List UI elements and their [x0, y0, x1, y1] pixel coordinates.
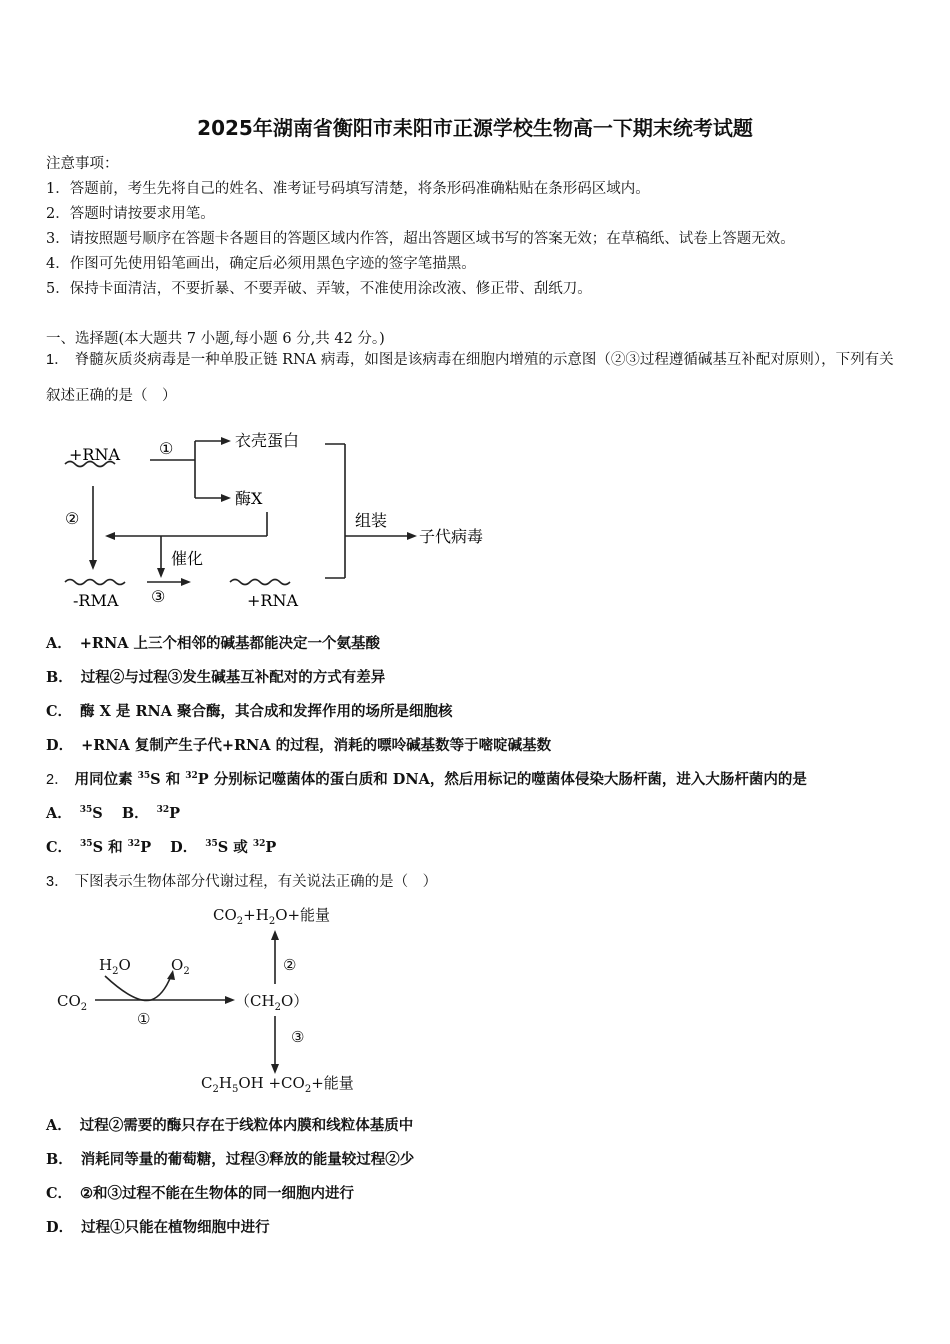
label-top-products: $CO_2+H_2O+$能量 — [213, 906, 331, 927]
arrow-head — [181, 578, 191, 586]
label-h2o: $H_2O$ — [99, 956, 131, 977]
label-step-2: ② — [65, 509, 80, 528]
arrow-head — [157, 568, 165, 578]
section-heading: 一、选择题(本大题共 7 小题,每小题 6 分,共 42 分。) — [46, 331, 385, 347]
metabolism-diagram — [55, 900, 375, 1100]
question-1-stem — [46, 342, 906, 414]
label-progeny-virus: 子代病毒 — [419, 527, 484, 546]
question-text: 脊髓灰质炎病毒是一种单股正链 RNA 病毒，如图是该病毒在细胞内增殖的示意图（②③过程遵循碱基互补配对原则），下列有关叙述正确的是（ ） — [46, 352, 894, 404]
arrow-head — [407, 532, 417, 540]
label-coat-protein: 衣壳蛋白 — [235, 431, 300, 450]
arrow-head — [225, 996, 235, 1004]
notice-heading: 注意事项： — [46, 156, 119, 172]
label-step-3: ③ — [151, 587, 166, 606]
label-plus-rna: +RNA — [69, 445, 121, 464]
label-ch2o: $(CH_2O)$ — [235, 992, 309, 1013]
label-enzyme-x: 酶X — [235, 489, 263, 508]
q3-option-a[interactable]: A． 过程②需要的酶只存在于线粒体内膜和线粒体基质中 — [46, 1117, 414, 1134]
notice-item-2: 2．答题时请按要求用笔。 — [46, 206, 215, 222]
q1-option-c[interactable]: C． 酶 X 是 RNA 聚合酶，其合成和发挥作用的场所是细胞核 — [46, 703, 453, 720]
question-number: 1． — [46, 352, 69, 368]
notice-item-3: 3．请按照题号顺序在答题卡各题目的答题区域内作答，超出答题区域书写的答案无效；在草稿纸、试卷上答题无效。 — [46, 231, 795, 247]
arrow-head — [271, 930, 279, 940]
q3-option-d[interactable]: D． 过程①只能在植物细胞中进行 — [46, 1219, 270, 1236]
label-step-1: ① — [137, 1010, 151, 1028]
q2-options-cd[interactable]: C． $^{35}$S 和 $^{32}$P D． $^{35}$S 或 $^{32}$P — [46, 839, 277, 856]
arrow-head — [221, 437, 231, 445]
label-plus-rna-bottom: +RNA — [247, 591, 299, 610]
label-catalyze: 催化 — [171, 549, 204, 568]
label-o2: $O_2$ — [171, 956, 190, 977]
label-step-2: ② — [283, 956, 297, 974]
arrow-head — [221, 494, 231, 502]
wavy-line — [230, 580, 290, 585]
label-step-3: ③ — [291, 1028, 305, 1046]
label-assemble: 组装 — [355, 511, 388, 530]
label-step-1: ① — [159, 439, 174, 458]
label-minus-rna: -RMA — [73, 591, 119, 610]
arrow-head — [105, 532, 115, 540]
question-3-stem: 3． 下图表示生物体部分代谢过程，有关说法正确的是（ ） — [46, 874, 438, 890]
q3-option-b[interactable]: B． 消耗同等量的葡萄糖，过程③释放的能量较过程②少 — [46, 1151, 415, 1168]
curve-arrow — [105, 976, 171, 1001]
notice-item-4: 4．作图可先使用铅笔画出，确定后必须用黑色字迹的签字笔描黑。 — [46, 256, 476, 272]
q1-option-d[interactable]: D． +RNA 复制产生子代+RNA 的过程，消耗的嘌呤碱基数等于嘧啶碱基数 — [46, 737, 552, 754]
q1-option-b[interactable]: B． 过程②与过程③发生碱基互补配对的方式有差异 — [46, 669, 386, 686]
notice-item-5: 5．保持卡面清洁，不要折暴、不要弄破、弄皱，不准使用涂改液、修正带、刮纸刀。 — [46, 281, 592, 297]
q3-option-c[interactable]: C． ②和③过程不能在生物体的同一细胞内进行 — [46, 1185, 355, 1202]
q1-option-a[interactable]: A． +RNA 上三个相邻的碱基都能决定一个氨基酸 — [46, 635, 381, 652]
notice-item-1: 1．答题前，考生先将自己的姓名、准考证号码填写清楚，将条形码准确粘贴在条形码区域内。 — [46, 181, 650, 197]
question-2-stem: 2． 用同位素 $^{35}$S 和 $^{32}$P 分别标记噬菌体的蛋白质和 DNA，然后用标记的噬菌体侵染大肠杆菌，进入大肠杆菌内的是 — [46, 771, 807, 788]
label-co2: $CO_2$ — [57, 992, 88, 1013]
q2-options-ab[interactable]: A． $^{35}$S B． $^{32}$P — [46, 805, 181, 822]
label-bottom-products: $C_2H_5OH +CO_2+$能量 — [201, 1074, 354, 1095]
virus-replication-diagram — [55, 420, 525, 620]
page-title: 2025年湖南省衡阳市耒阳市正源学校生物高一下期末统考试题 — [197, 116, 753, 140]
arrow-head — [89, 560, 97, 570]
arrow-head — [271, 1064, 279, 1074]
wavy-line — [65, 580, 125, 585]
